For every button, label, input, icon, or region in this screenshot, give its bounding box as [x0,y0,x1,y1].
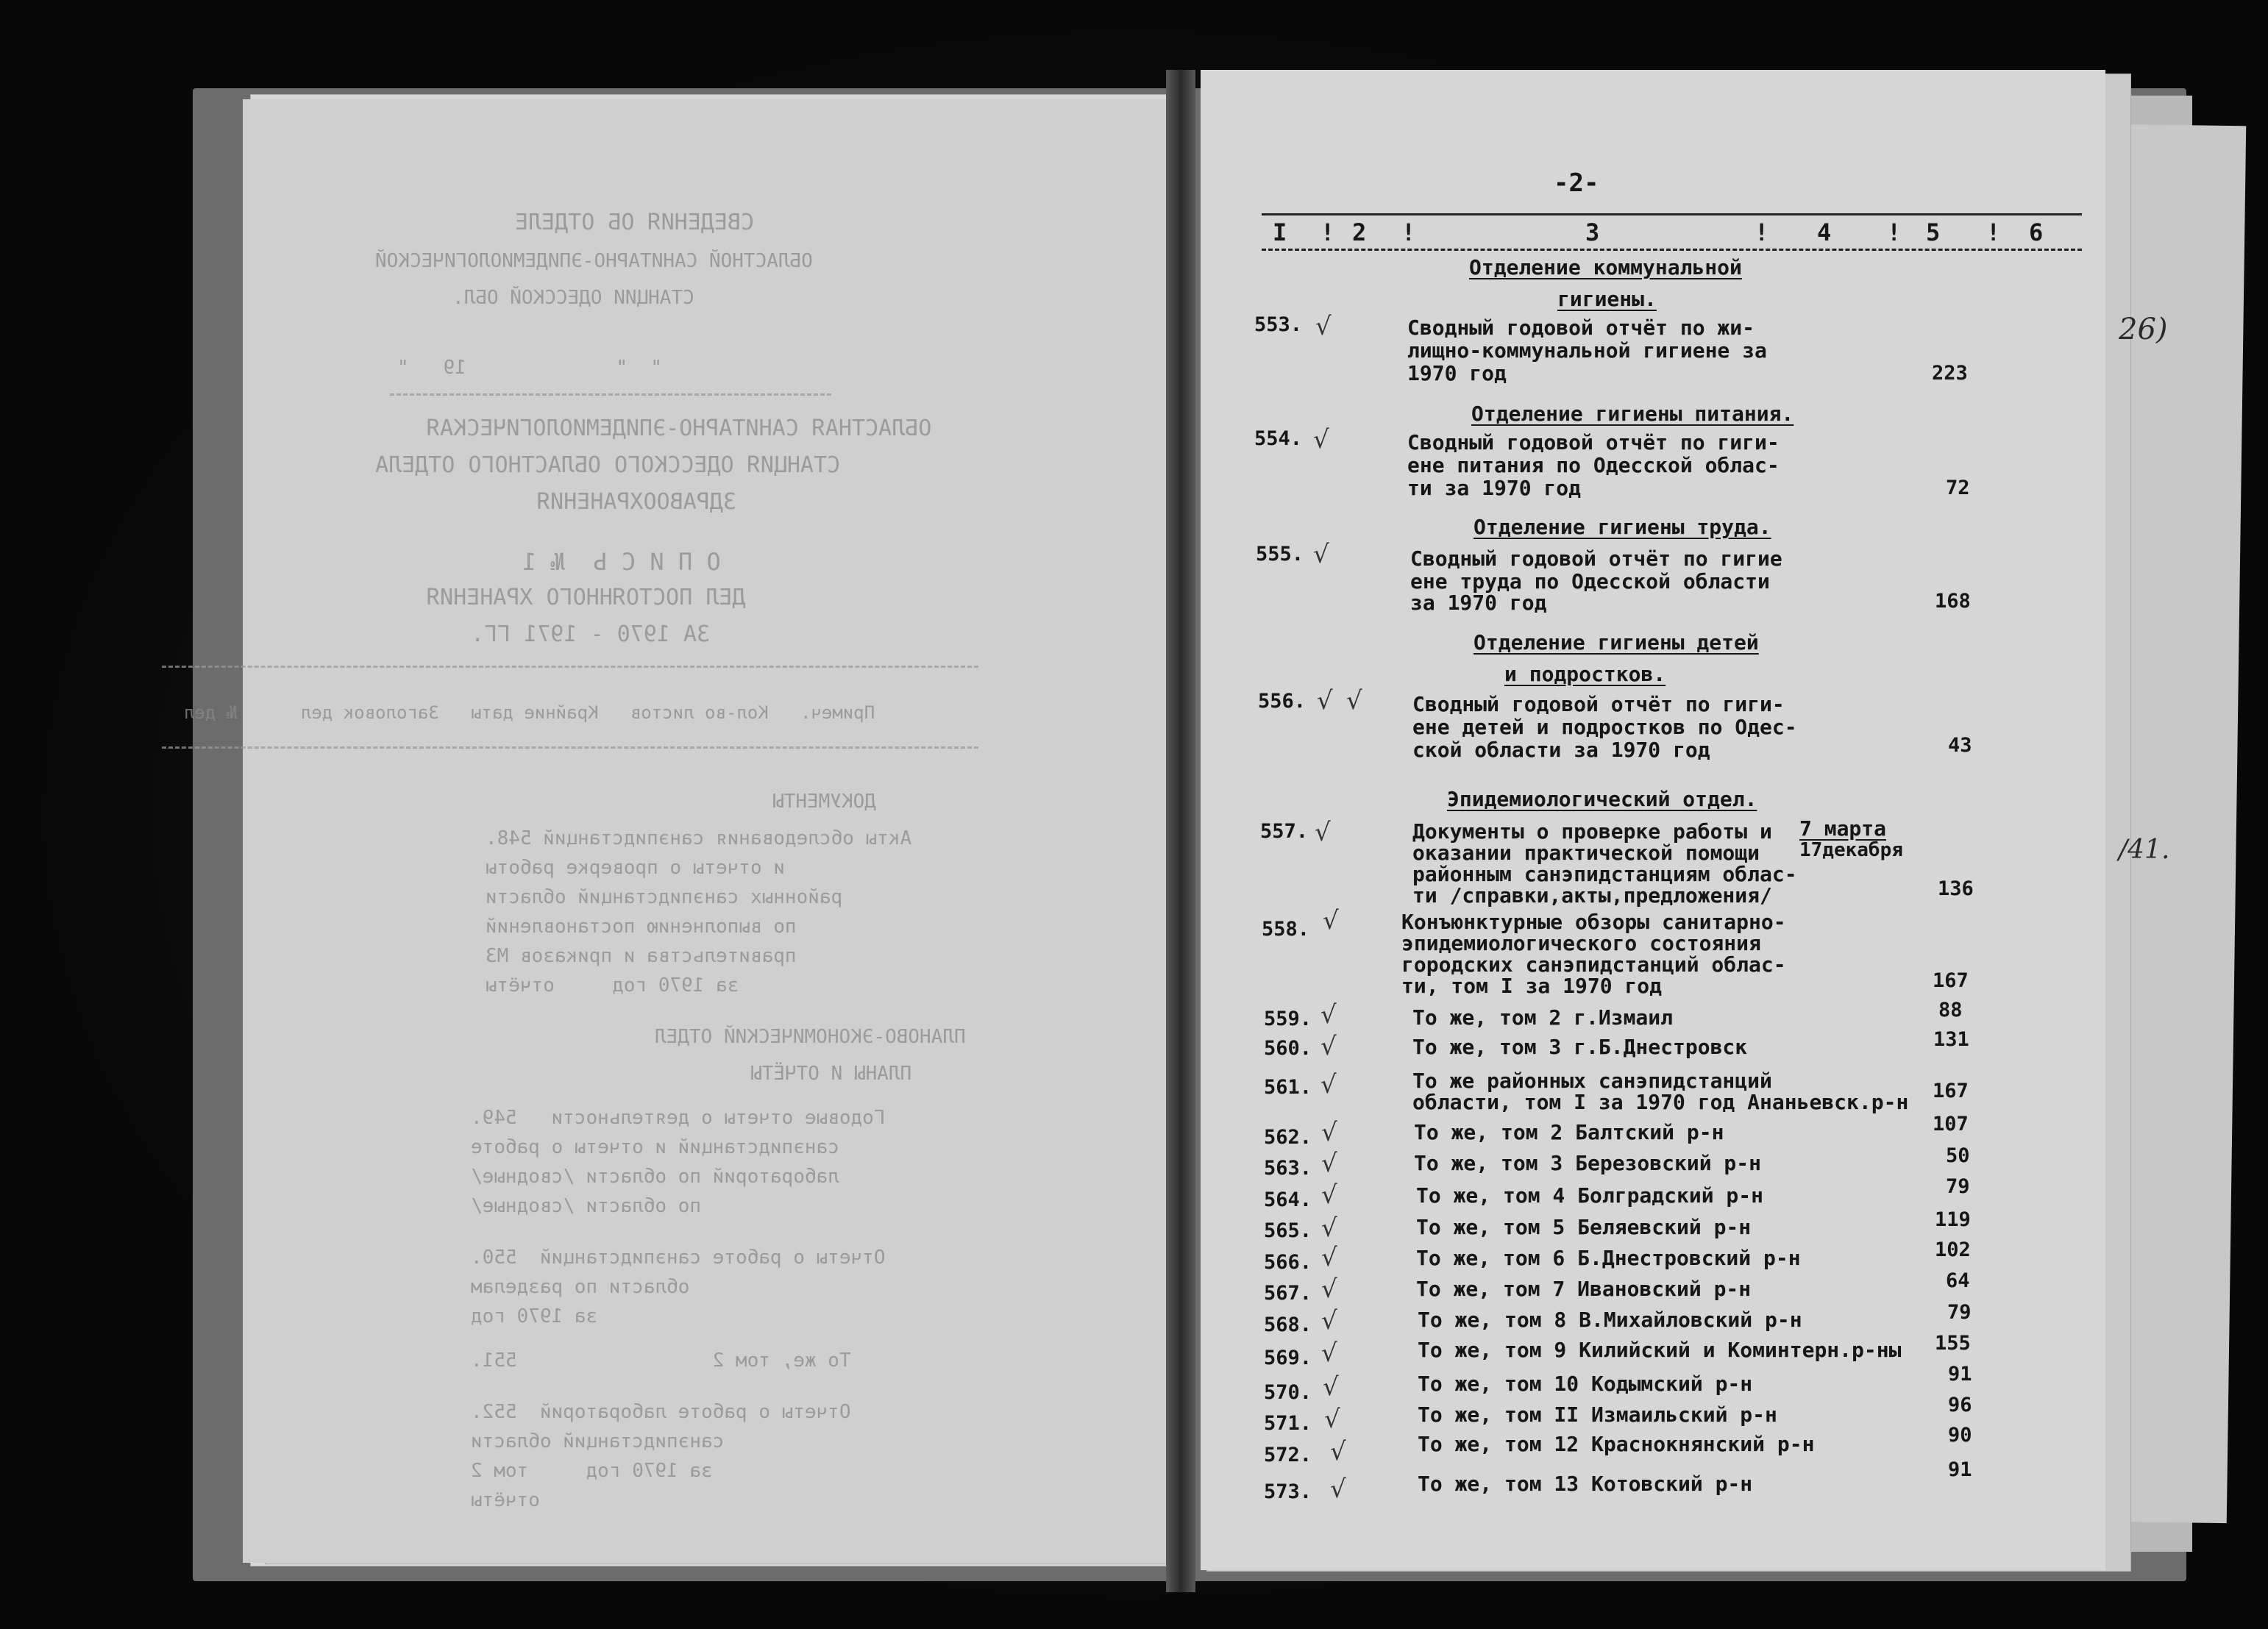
entry-title-line: Сводный годовой отчёт по гиги- [1407,430,1780,455]
show-through-text: за 1970 год том 2 [471,1460,713,1482]
check-mark: √ [1321,1118,1337,1147]
sheet-count: 131 [1933,1028,1969,1051]
entry-title-line: То же, том 4 Болградский р-н [1416,1183,1764,1208]
entry-number: 555. [1256,543,1304,566]
sheet-count: 155 [1935,1332,1971,1355]
show-through-text: О П И С Ь № 1 [522,548,721,576]
entry-number: 561. [1264,1076,1312,1099]
show-through-text: ЗДРАВООХРАНЕНИЯ [537,489,736,515]
check-mark: √ [1321,1149,1337,1178]
entry-number: 563. [1264,1157,1312,1180]
show-through-text: Акты обследования санэпидстанций 548. [486,827,912,849]
check-mark: √ [1330,1437,1346,1466]
entry-number: 564. [1264,1188,1312,1211]
entry-title-line: ене детей и подростков по Одес- [1412,715,1797,739]
sheet-count: 90 [1948,1424,1972,1447]
entry-number: 558. [1262,918,1310,941]
entry-title-line: То же, том 5 Беляевский р-н [1416,1215,1752,1239]
show-through-text: ДОКУМЕНТЫ [772,791,876,813]
show-through-text: ЗА 1970 - 1971 ГГ. [471,621,711,647]
show-through-text: правительства и приказов МЗ [486,945,797,967]
entry-title-line: То же, том 2 Балтский р-н [1414,1120,1724,1144]
sheet-count: 167 [1933,1080,1969,1102]
show-through-text: ОБЛАСТНОЙ САНИТАРНО-ЭПИДЕМИОЛОГИЧЕСКОЙ [375,250,813,272]
check-mark: √ [1321,1275,1337,1304]
entry-number: 553. [1254,313,1303,336]
check-mark: √ [1313,540,1329,569]
column-header-5: 5 [1926,218,1941,246]
check-mark: √ [1323,906,1339,935]
check-mark: √ [1315,312,1332,341]
check-mark: √ [1321,1180,1337,1210]
sheet-count: 136 [1938,877,1974,900]
entry-title-line: городских санэпидстанций облас- [1401,952,1786,977]
entry-number: 572. [1264,1444,1312,1466]
check-mark: √ [1324,1405,1340,1434]
left-page [184,99,1188,1563]
show-through-text: ОБЛАСТНАЯ САНИТАРНО-ЭПИДЕМИОЛОГИЧЕСКАЯ [427,416,932,441]
entry-title-line: То же, том 10 Кодымский р-н [1418,1372,1753,1396]
entry-number: 554. [1254,427,1303,450]
entry-number: 567. [1264,1282,1312,1305]
entry-title-line: ти за 1970 год [1407,476,1582,500]
sheet-count: 88 [1938,999,1963,1022]
sheet-count: 64 [1946,1269,1970,1292]
entry-title-line: ене питания по Одесской облас- [1407,453,1780,477]
entry-title-line: 1970 год [1407,361,1507,385]
entry-number: 559. [1264,1008,1312,1030]
date-range-start: 7 марта [1799,816,1887,841]
check-mark: √ [1330,1475,1346,1504]
sheet-count: 79 [1947,1301,1972,1324]
entry-title-line: То же, том 12 Краснокнянский р-н [1418,1432,1815,1456]
check-mark: √ [1315,818,1331,847]
sheet-count: 102 [1935,1238,1971,1261]
column-header-4: 4 [1817,218,1832,246]
entry-number: 566. [1264,1251,1312,1274]
show-through-rule [162,746,978,749]
show-through-text: по выполнению постановлений [486,916,797,938]
entry-number: 573. [1264,1480,1312,1503]
section-heading: Эпидемиологический отдел. [1447,787,1757,811]
show-through-text: лабораторий по области /сводные/ [471,1166,839,1188]
sheet-count: 50 [1946,1144,1970,1167]
entry-title-line: за 1970 год [1410,591,1547,615]
entry-title-line: ской области за 1970 год [1412,738,1710,762]
margin-note: /41. [2119,835,2170,865]
entry-title-line: ене труда по Одесской области [1410,569,1770,594]
show-through-text: Годовые отчеты о деятельности 549. [471,1107,886,1129]
sheet-count: 107 [1933,1113,1969,1136]
show-through-text: " " 19 " [397,357,663,379]
section-heading: и подростков. [1504,662,1666,686]
check-mark: √ [1313,425,1329,455]
entry-number: 568. [1264,1313,1312,1336]
check-mark: √ [1321,1306,1337,1336]
show-through-text: санэпидстанций и отчеты о работе [471,1136,839,1158]
sheet-count: 72 [1946,477,1970,499]
entry-title-line: То же, том 13 Котовский р-н [1418,1472,1753,1496]
column-header-2: 2 [1352,218,1367,246]
margin-note: 26) [2119,313,2168,346]
check-mark: √ [1321,1243,1337,1272]
show-through-text: за 1970 год отчёты [486,974,739,997]
entry-number: 571. [1264,1412,1312,1435]
entry-title-line: То же, том 3 г.Б.Днестровск [1412,1035,1748,1059]
check-mark: √ [1317,686,1333,716]
entry-title-line: ти /справки,акты,предложения/ [1412,883,1772,908]
book-spine [1166,70,1195,1592]
column-header-3: 3 [1585,218,1600,246]
show-through-text: ПЛАНОВО-ЭКОНОМИЧЕСКИЙ ОТДЕЛ [655,1026,966,1048]
section-heading: Отделение коммунальной [1469,255,1742,279]
check-mark: √ [1321,1339,1337,1368]
sheet-count: 43 [1948,734,1972,757]
check-mark: √ [1320,1070,1337,1099]
check-mark: √ [1321,1213,1337,1243]
check-mark: √ [1346,686,1362,716]
show-through-text: ДЕЛ ПОСТОЯННОГО ХРАНЕНИЯ [427,585,746,610]
check-mark: √ [1320,1000,1337,1030]
entry-title-line: ти, том I за 1970 год [1401,974,1663,998]
show-through-text: Отчеты о работе санэпидстанций 550. [471,1247,886,1269]
entry-title-line: области, том I за 1970 год Ананьевск.р-н [1412,1090,1909,1114]
section-heading: гигиены. [1557,287,1657,311]
show-through-text: и отчеты о проверке работы [486,857,785,879]
column-header-6: 6 [2029,218,2044,246]
entry-title-line: То же, том 2 г.Измаил [1412,1005,1674,1030]
sheet-count: 91 [1948,1458,1972,1481]
sheet-count: 96 [1948,1394,1972,1416]
entry-title-line: Сводный годовой отчёт по гиги- [1412,692,1785,716]
entry-title-line: Документы о проверке работы и [1412,819,1772,844]
show-through-text: отчёты [471,1489,540,1511]
entry-title-line: районным санэпидстанциям облас- [1412,862,1797,886]
show-through-text: ПЛАНЫ И ОТЧЁТЫ [750,1063,912,1085]
show-through-text: Примеч. Кол-во листов Крайние даты Заголовок дел № дел [184,702,875,723]
show-through-text: районных санэпидстанций области [486,886,843,908]
entry-title-line: То же, том 6 Б.Днестровский р-н [1416,1246,1801,1270]
show-through-text: за 1970 год [471,1305,598,1327]
show-through-text: СВЕДЕНИЯ ОБ ОТДЕЛЕ [515,210,755,235]
show-through-text: Отчеты о работе лабораторий 552. [471,1401,851,1423]
sheet-count: 79 [1946,1175,1970,1198]
show-through-text: по области /сводные/ [471,1195,702,1217]
column-header-1: I [1273,218,1287,246]
entry-title-line: То же районных санэпидстанций [1412,1069,1772,1093]
entry-number: 556. [1258,690,1307,713]
section-heading: Отделение гигиены питания. [1471,402,1794,426]
entry-number: 565. [1264,1219,1312,1242]
entry-title-line: То же, том 9 Килийский и Коминтерн.р-ны [1418,1338,1902,1362]
date-range-end: 17декабря [1799,839,1903,861]
show-through-text: То же, том 2 551. [471,1350,851,1372]
check-mark: √ [1323,1372,1339,1402]
entry-title-line: эпидемиологического состояния [1401,931,1761,955]
entry-number: 569. [1264,1347,1312,1369]
entry-title-line: оказании практической помощи [1412,841,1760,865]
entry-title-line: Сводный годовой отчёт по гигие [1410,546,1782,571]
show-through-text: области по разделам [471,1276,690,1298]
entry-number: 560. [1264,1037,1312,1060]
entry-number: 557. [1260,820,1309,843]
show-through-text: СТАНЦИЯ ОДЕССКОГО ОБЛАСТНОГО ОТДЕЛА [375,452,841,478]
page-number: -2- [1554,168,1599,198]
header-top-rule [1262,213,2082,215]
sheet-count: 223 [1932,362,1968,385]
entry-title-line: Конъюнктурные обзоры санитарно- [1401,910,1786,934]
sheet-count: 91 [1948,1363,1972,1386]
entry-title-line: То же, том 8 В.Михайловский р-н [1418,1308,1802,1332]
check-mark: √ [1320,1032,1337,1061]
show-through-text: СТАНЦИИ ОДЕССКОЙ ОБЛ. [452,287,694,309]
show-through-rule [162,666,978,668]
section-heading: Отделение гигиены детей [1474,630,1759,655]
section-heading: Отделение гигиены труда. [1474,515,1771,539]
entry-number: 570. [1264,1381,1312,1404]
entry-title-line: То же, том II Измаильский р-н [1418,1402,1777,1427]
entry-title-line: Сводный годовой отчёт по жи- [1407,316,1755,340]
sheet-count: 119 [1935,1208,1971,1231]
entry-title-line: лищно-коммунальной гигиене за [1407,338,1767,363]
header-bottom-rule [1262,249,2082,251]
sheet-count: 168 [1935,590,1971,613]
show-through-rule [390,393,831,396]
entry-title-line: То же, том 7 Ивановский р-н [1416,1277,1752,1301]
sheet-count: 167 [1933,969,1969,992]
entry-number: 562. [1264,1126,1312,1149]
entry-title-line: То же, том 3 Березовский р-н [1414,1151,1762,1175]
show-through-text: санэпидстанций области [471,1430,725,1452]
